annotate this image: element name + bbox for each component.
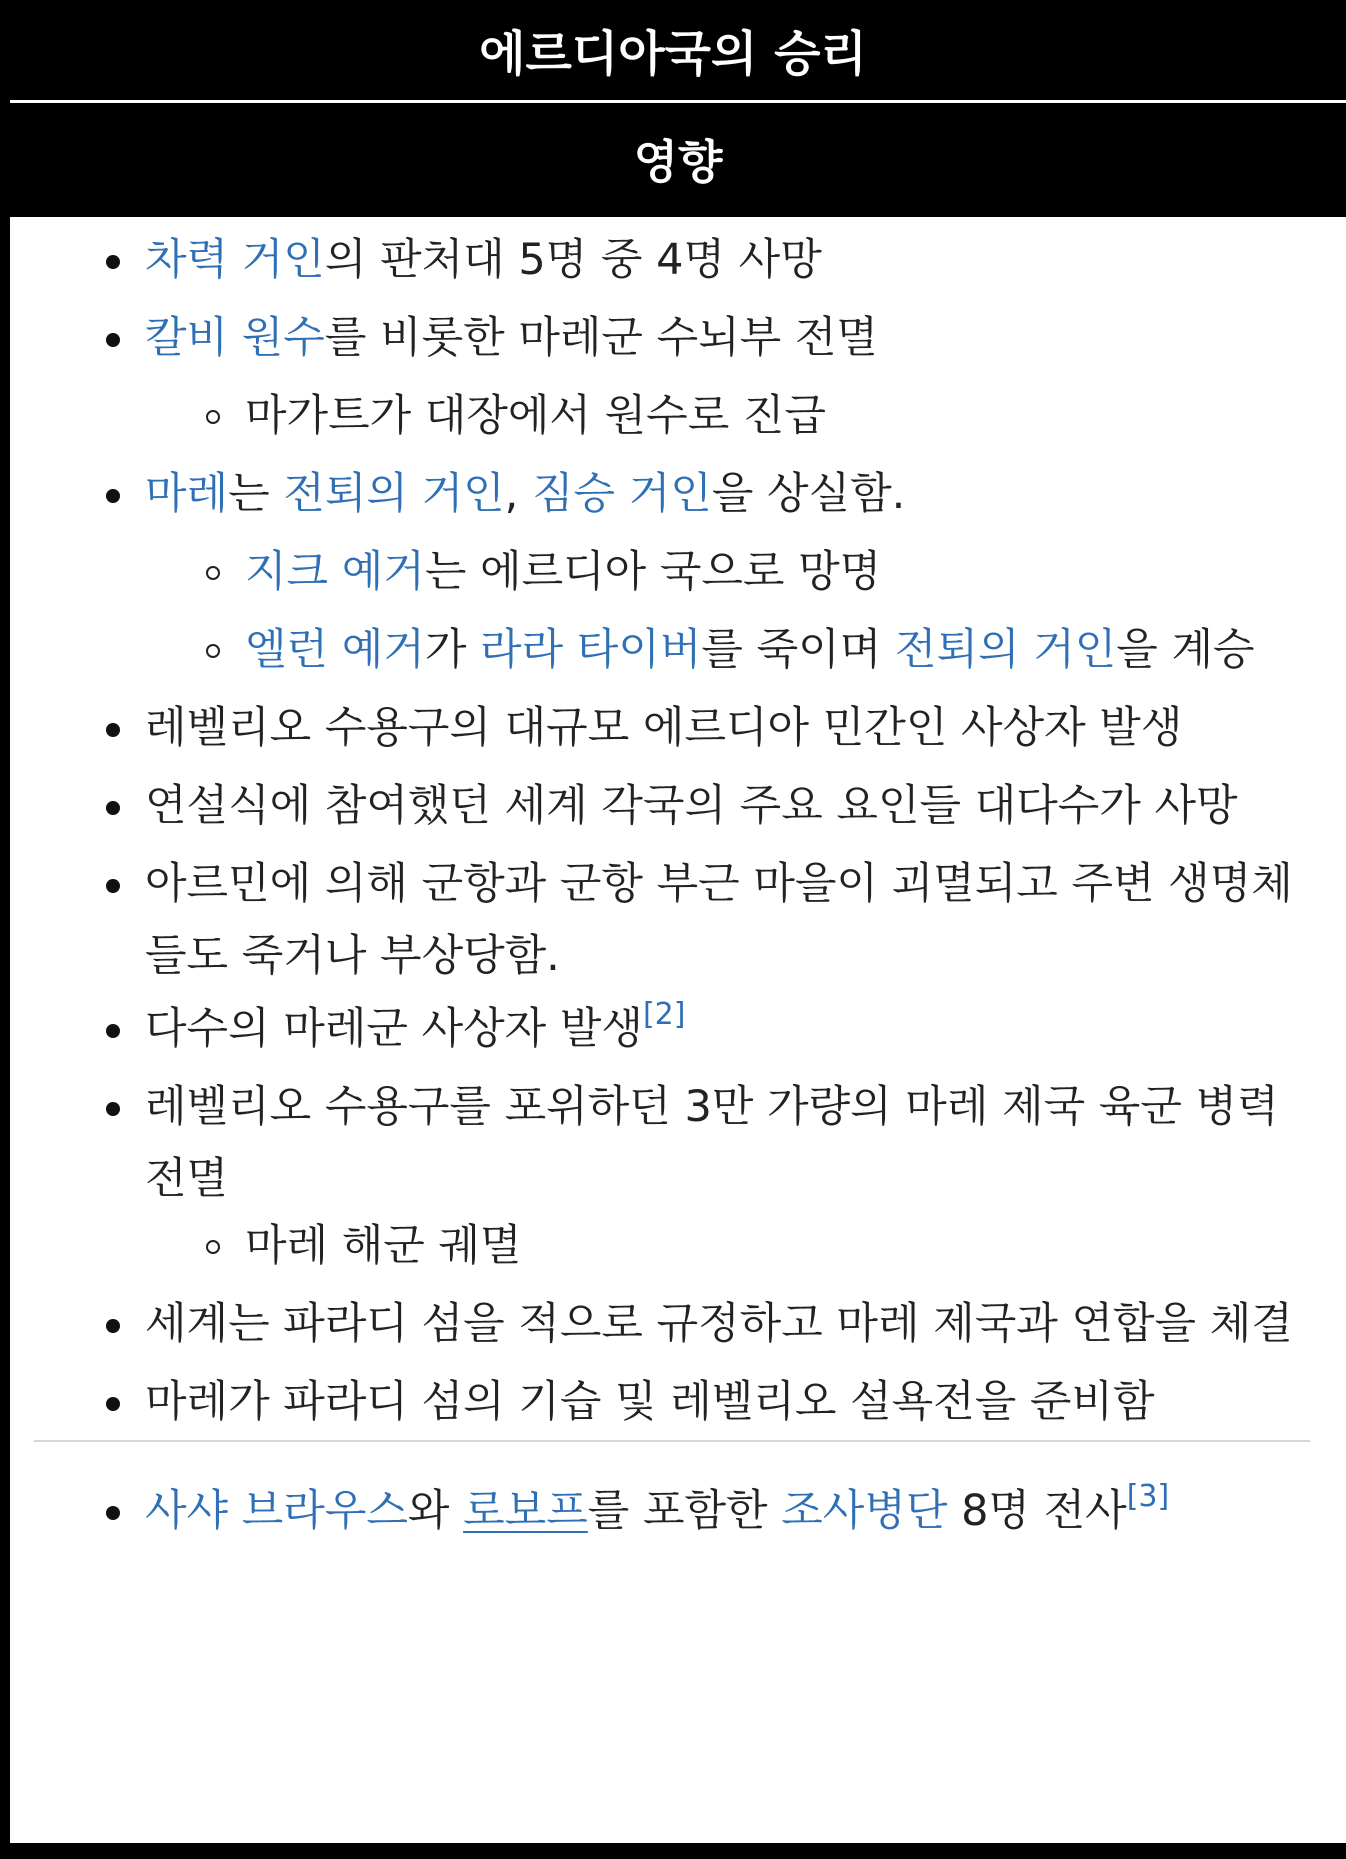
wiki-link[interactable]: 엘런 예거 bbox=[245, 625, 425, 675]
hollow-bullet-icon bbox=[206, 1240, 220, 1254]
section-heading: 영향 bbox=[633, 135, 723, 189]
wiki-link[interactable]: 전퇴의 거인 bbox=[894, 625, 1117, 675]
bullet-icon bbox=[106, 1319, 120, 1333]
wiki-link[interactable]: 차력 거인 bbox=[145, 235, 325, 285]
bullet-icon bbox=[106, 1397, 120, 1411]
item-text: 레벨리오 수용구를 포위하던 3만 가량의 마레 제국 육군 병력 전멸 bbox=[145, 1082, 1279, 1204]
bullet-icon bbox=[106, 1102, 120, 1116]
footnote-link[interactable]: [2] bbox=[642, 996, 686, 1032]
item-text: 세계는 파라디 섬을 적으로 규정하고 마레 제국과 연합을 체결 bbox=[145, 1299, 1293, 1349]
bullet-icon bbox=[106, 1024, 120, 1038]
item-text: , bbox=[504, 469, 532, 519]
item-text: 가 bbox=[424, 625, 481, 675]
item-text: 연설식에 참여했던 세계 각국의 주요 요인들 대다수가 사망 bbox=[145, 781, 1238, 831]
item-text: 를 비롯한 마레군 수뇌부 전멸 bbox=[324, 313, 878, 363]
item-text: 를 포함한 bbox=[587, 1486, 782, 1536]
infobox-title: 에르디아국의 승리 bbox=[479, 25, 867, 82]
item-text: 의 판처대 5명 중 4명 사망 bbox=[324, 235, 822, 285]
item-text: 을 계승 bbox=[1116, 625, 1255, 675]
wiki-link[interactable]: 마레 bbox=[145, 469, 229, 519]
wiki-link[interactable]: 전퇴의 거인 bbox=[283, 469, 505, 519]
bullet-icon bbox=[106, 723, 120, 737]
item-text: 아르민에 의해 군항과 군항 부근 마을이 괴멸되고 주변 생명체들도 죽거나 부상당함. bbox=[145, 859, 1293, 981]
item-text: 레벨리오 수용구의 대규모 에르디아 민간인 사상자 발생 bbox=[145, 703, 1183, 753]
bullet-icon bbox=[106, 801, 120, 815]
bullet-icon bbox=[106, 333, 120, 347]
bullet-icon bbox=[106, 489, 120, 503]
bullet-icon bbox=[106, 1506, 120, 1520]
item-text: 다수의 마레군 사상자 발생 bbox=[145, 1004, 643, 1054]
hollow-bullet-icon bbox=[206, 410, 220, 424]
wiki-link[interactable]: 로보프 bbox=[463, 1486, 588, 1536]
item-text: 8명 전사 bbox=[947, 1486, 1127, 1536]
wiki-link[interactable]: 라라 타이버 bbox=[480, 625, 702, 675]
bullet-icon bbox=[106, 879, 120, 893]
effects-list bbox=[10, 217, 1346, 1843]
wiki-link[interactable]: 지크 예거 bbox=[245, 547, 425, 597]
item-text: 마레 해군 궤멸 bbox=[245, 1221, 522, 1271]
item-text: 는 에르디아 국으로 망명 bbox=[424, 547, 882, 597]
item-text: 마가트가 대장에서 원수로 진급 bbox=[245, 391, 826, 441]
item-text: 와 bbox=[407, 1486, 464, 1536]
wiki-link[interactable]: 조사병단 bbox=[781, 1486, 948, 1536]
item-text: 를 죽이며 bbox=[701, 625, 895, 675]
hollow-bullet-icon bbox=[206, 566, 220, 580]
section-divider bbox=[34, 1440, 1310, 1442]
item-text: 을 상실함. bbox=[711, 469, 906, 519]
item-text: 마레가 파라디 섬의 기습 및 레벨리오 설욕전을 준비함 bbox=[145, 1377, 1155, 1427]
bullet-icon bbox=[106, 255, 120, 269]
wiki-link[interactable]: 짐승 거인 bbox=[532, 469, 712, 519]
footnote-link[interactable]: [3] bbox=[1126, 1478, 1170, 1514]
hollow-bullet-icon bbox=[206, 644, 220, 658]
wiki-link[interactable]: 칼비 원수 bbox=[145, 313, 325, 363]
item-text: 는 bbox=[228, 469, 284, 519]
wiki-link[interactable]: 사샤 브라우스 bbox=[145, 1486, 408, 1536]
